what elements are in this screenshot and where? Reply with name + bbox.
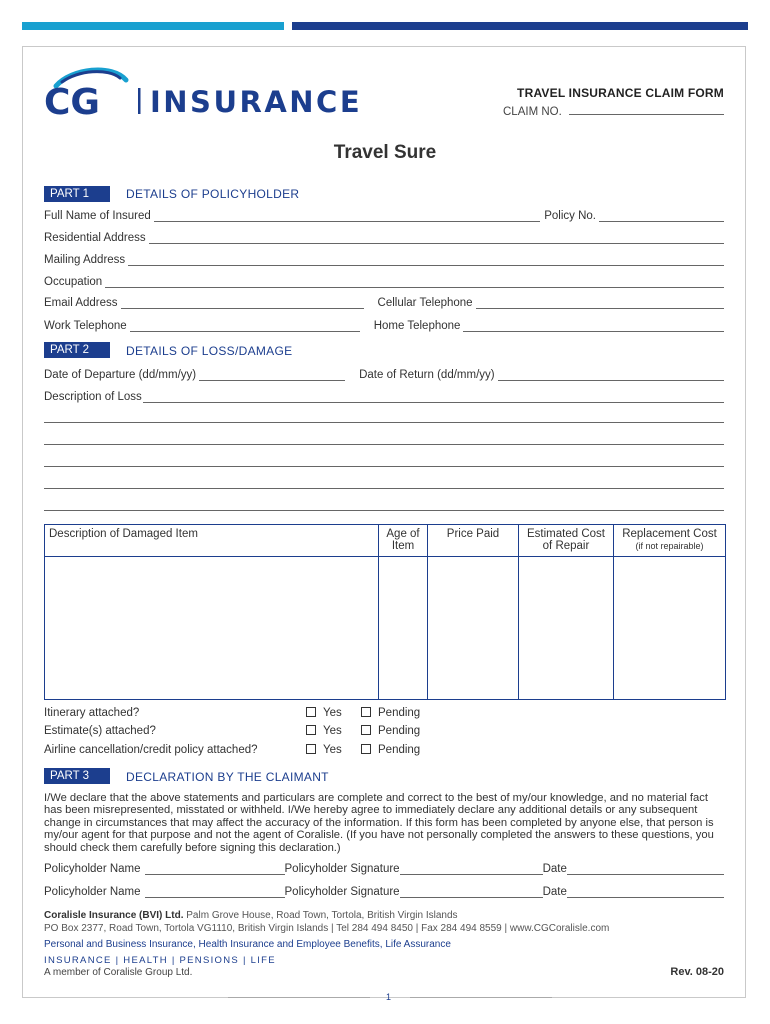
home-tel-label: Home Telephone: [373, 320, 461, 332]
checkbox-icon[interactable]: [306, 725, 316, 735]
full-name-field[interactable]: [154, 210, 540, 222]
home-tel-field[interactable]: [463, 320, 724, 332]
mailing-label: Mailing Address: [44, 254, 126, 266]
description-line[interactable]: [44, 466, 724, 467]
row-work-home: [44, 317, 724, 332]
claim-no-line[interactable]: [569, 104, 724, 115]
replacement-sublabel: (if not repairable): [635, 541, 704, 551]
itinerary-question: Itinerary attached?: [44, 707, 140, 719]
part2-title: DETAILS OF LOSS/DAMAGE: [126, 344, 293, 358]
occupation-field[interactable]: [105, 276, 724, 288]
policy-no-label: Policy No.: [544, 210, 596, 222]
email-label: Email Address: [44, 297, 118, 309]
footer-company: [44, 910, 458, 921]
part1-badge: PART 1: [44, 186, 110, 202]
page-number: 1: [386, 992, 392, 1002]
age-cell[interactable]: [379, 557, 428, 700]
date-field[interactable]: [567, 863, 724, 875]
ph-sig-label: Policyholder Signature: [284, 863, 400, 875]
top-accent-bar-navy: [292, 22, 748, 30]
cg-insurance-logo: [42, 66, 387, 120]
checkbox-icon[interactable]: [306, 744, 316, 754]
itinerary-pending-option[interactable]: [361, 707, 420, 719]
row-dates: [44, 366, 724, 381]
ph-sig-label: Policyholder Signature: [284, 886, 400, 898]
description-line[interactable]: [44, 510, 724, 511]
ph-sig-field[interactable]: [400, 886, 543, 898]
footer-tagline: INSURANCE | HEALTH | PENSIONS | LIFE: [44, 955, 276, 966]
pending-label: Pending: [378, 707, 421, 719]
form-title: TRAVEL INSURANCE CLAIM FORM: [517, 86, 724, 100]
description-line[interactable]: [44, 444, 724, 445]
table-header-row: [45, 525, 726, 557]
checkbox-icon[interactable]: [361, 744, 371, 754]
cellular-label: Cellular Telephone: [377, 297, 473, 309]
occupation-label: Occupation: [44, 276, 103, 288]
yes-label: Yes: [323, 725, 342, 737]
return-label: Date of Return (dd/mm/yy): [359, 369, 495, 381]
estimates-question: Estimate(s) attached?: [44, 725, 156, 737]
signature-row: [44, 883, 724, 898]
page-divider-right: [410, 997, 552, 998]
item-cell[interactable]: [45, 557, 379, 700]
description-field[interactable]: [143, 391, 724, 403]
date-field[interactable]: [567, 886, 724, 898]
residential-field[interactable]: [149, 232, 724, 244]
departure-label: Date of Departure (dd/mm/yy): [44, 369, 197, 381]
company-name: Coralisle Insurance (BVI) Ltd.: [44, 910, 184, 921]
part1-title: DETAILS OF POLICYHOLDER: [126, 187, 300, 201]
row-email-cell: [44, 294, 724, 309]
col-header-price: Price Paid: [428, 525, 519, 557]
estimates-pending-option[interactable]: [361, 725, 420, 737]
checkbox-icon[interactable]: [306, 707, 316, 717]
claim-no-field[interactable]: [503, 104, 724, 118]
company-address: Palm Grove House, Road Town, Tortola, British Virgin Islands: [186, 910, 458, 921]
itinerary-yes-option[interactable]: [306, 707, 342, 719]
airline-yes-option[interactable]: [306, 744, 342, 756]
logo-initials: CG: [44, 82, 100, 120]
row-occupation: [44, 273, 724, 288]
declaration-text: I/We declare that the above statements and particulars are complete and correct to the best of my/our knowledge, and no material fact has been misrepresented, misstated or withheld. I/We hereby agree to immediately declare any additional details or any subsequent change in circumstances that may affect the accuracy of the information. If this form has been completed by anyone else, that person is my/our agent for that purpose and not the agent of Coralisle. (If you have not personally completed the answers to these questions, you should check them carefully before signing this declaration.): [44, 792, 714, 854]
estimated-cell[interactable]: [519, 557, 614, 700]
ph-name-label: Policyholder Name: [44, 863, 141, 875]
policy-no-field[interactable]: [599, 210, 724, 222]
airline-pending-option[interactable]: [361, 744, 420, 756]
revision-label: Rev. 08-20: [670, 966, 724, 978]
part2-badge: PART 2: [44, 342, 110, 358]
footer-lines: Personal and Business Insurance, Health Insurance and Employee Benefits, Life Assurance: [44, 939, 451, 950]
ph-sig-field[interactable]: [400, 863, 543, 875]
date-label: Date: [542, 863, 567, 875]
footer-member: A member of Coralisle Group Ltd.: [44, 967, 193, 978]
description-line[interactable]: [44, 422, 724, 423]
page-title: Travel Sure: [333, 142, 437, 163]
checkbox-icon[interactable]: [361, 725, 371, 735]
col-header-item: Description of Damaged Item: [45, 525, 379, 557]
part3-title: DECLARATION BY THE CLAIMANT: [126, 770, 329, 784]
description-label: Description of Loss: [44, 391, 142, 403]
departure-field[interactable]: [199, 369, 345, 381]
full-name-label: Full Name of Insured: [44, 210, 151, 222]
description-line[interactable]: [44, 488, 724, 489]
damaged-items-table: [44, 524, 726, 700]
ph-name-label: Policyholder Name: [44, 886, 141, 898]
estimates-yes-option[interactable]: [306, 725, 342, 737]
pending-label: Pending: [378, 725, 421, 737]
col-header-replacement: [614, 525, 726, 557]
part3-badge: PART 3: [44, 768, 110, 784]
yes-label: Yes: [323, 707, 342, 719]
claim-no-label: CLAIM NO.: [503, 106, 562, 118]
replacement-cell[interactable]: [614, 557, 726, 700]
page-divider-left: [228, 997, 370, 998]
return-field[interactable]: [498, 369, 724, 381]
replacement-label: Replacement Cost: [622, 528, 717, 540]
ph-name-field[interactable]: [145, 863, 285, 875]
col-header-estimated: Estimated Cost of Repair: [519, 525, 614, 557]
mailing-field[interactable]: [128, 254, 724, 266]
row-residential: [44, 229, 724, 244]
cellular-field[interactable]: [476, 297, 724, 309]
row-mailing: [44, 251, 724, 266]
signature-row: [44, 860, 724, 875]
footer-contact: PO Box 2377, Road Town, Tortola VG1110, British Virgin Islands | Tel 284 494 8450 | Fax 284 494 8559 | www.CGCoralisle.com: [44, 923, 610, 934]
pending-label: Pending: [378, 744, 421, 756]
logo-word: INSURANCE: [150, 85, 363, 119]
date-label: Date: [542, 886, 567, 898]
ph-name-field[interactable]: [145, 886, 285, 898]
work-tel-label: Work Telephone: [44, 320, 127, 332]
email-field[interactable]: [121, 297, 364, 309]
top-accent-bar-cyan: [22, 22, 284, 30]
row-name-policy: [44, 207, 724, 222]
row-description: [44, 388, 724, 403]
checkbox-icon[interactable]: [361, 707, 371, 717]
work-tel-field[interactable]: [130, 320, 360, 332]
price-cell[interactable]: [428, 557, 519, 700]
yes-label: Yes: [323, 744, 342, 756]
table-row: [45, 557, 726, 700]
residential-label: Residential Address: [44, 232, 146, 244]
airline-question: Airline cancellation/credit policy attached?: [44, 744, 258, 756]
col-header-age: Age of Item: [379, 525, 428, 557]
